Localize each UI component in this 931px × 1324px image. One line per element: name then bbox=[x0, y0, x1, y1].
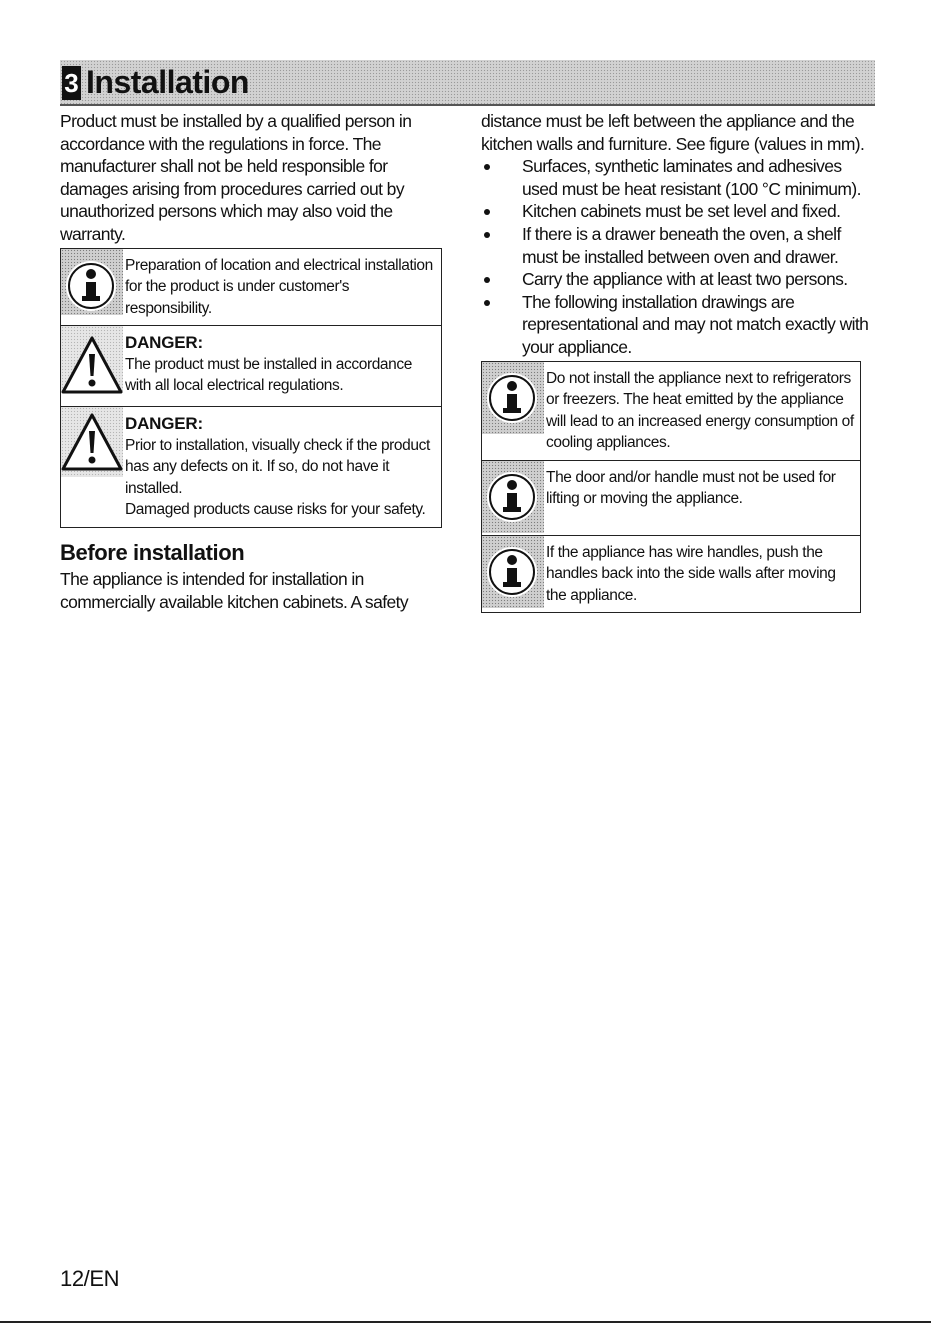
before-installation-text: The appliance is intended for installation in commercially available kitchen cabinets. A safety bbox=[60, 569, 409, 612]
list-item: Surfaces, synthetic laminates and adhesives used must be heat resistant (100 °C minimum). bbox=[481, 155, 871, 200]
list-item: Carry the appliance with at least two persons. bbox=[481, 268, 871, 291]
bottom-divider bbox=[0, 1321, 931, 1323]
note-text: If the appliance has wire handles, push the handles back into the side walls after moving the appliance. bbox=[546, 543, 836, 604]
danger-note bbox=[61, 406, 441, 527]
info-icon bbox=[482, 536, 544, 608]
bullet-icon bbox=[484, 300, 490, 306]
section-header bbox=[60, 60, 875, 106]
note-text: Preparation of location and electrical installation for the product is under customer's responsibility. bbox=[125, 256, 433, 317]
list-item: If there is a drawer beneath the oven, a shelf must be installed between oven and drawer. bbox=[481, 223, 871, 268]
info-icon bbox=[482, 461, 544, 533]
danger-note bbox=[61, 325, 441, 406]
list-item: Kitchen cabinets must be set level and fixed. bbox=[481, 200, 871, 223]
note-title: DANGER: bbox=[125, 414, 203, 434]
note-title: DANGER: bbox=[125, 333, 203, 353]
info-icon bbox=[61, 249, 123, 315]
info-note bbox=[482, 460, 860, 535]
section-number: 3 bbox=[62, 66, 81, 100]
left-column bbox=[60, 110, 442, 613]
right-notes bbox=[481, 361, 861, 614]
warning-icon bbox=[61, 407, 123, 477]
before-installation-heading: Before installation bbox=[60, 540, 245, 566]
page-number: 12/EN bbox=[60, 1266, 120, 1291]
note-text: The product must be installed in accordance with all local electrical regulations. bbox=[125, 355, 412, 395]
left-notes bbox=[60, 248, 442, 529]
info-note bbox=[482, 535, 860, 613]
note-text-2: Damaged products cause risks for your safety. bbox=[125, 501, 426, 519]
note-text: Do not install the appliance next to refrigerators or freezers. The heat emitted by the appliance will lead to an increased energy consumption of cooling appliances. bbox=[546, 369, 854, 452]
bullet-icon bbox=[484, 209, 490, 215]
warning-icon bbox=[61, 326, 123, 392]
info-icon bbox=[482, 362, 544, 434]
section-title: Installation bbox=[86, 64, 249, 100]
continued-paragraph: distance must be left between the appliance and the kitchen walls and furniture. See figure (values in mm). bbox=[481, 111, 865, 154]
note-text: Prior to installation, visually check if the product has any defects on it. If so, do not have it installed. bbox=[125, 436, 430, 497]
info-note bbox=[482, 362, 860, 460]
list-item: The following installation drawings are representational and may not match exactly with your appliance. bbox=[481, 291, 871, 359]
bullet-icon bbox=[484, 232, 490, 238]
bullet-icon bbox=[484, 277, 490, 283]
right-column bbox=[481, 110, 871, 613]
note-text: The door and/or handle must not be used for lifting or moving the appliance. bbox=[546, 468, 836, 508]
info-note bbox=[61, 249, 441, 326]
requirements-list bbox=[481, 155, 871, 358]
bullet-icon bbox=[484, 164, 490, 170]
intro-paragraph: Product must be installed by a qualified person in accordance with the regulations in force. The manufacturer shall not be held responsible for damages arising from procedures carried out by unauthorized persons which may also void the warranty. bbox=[60, 111, 412, 244]
